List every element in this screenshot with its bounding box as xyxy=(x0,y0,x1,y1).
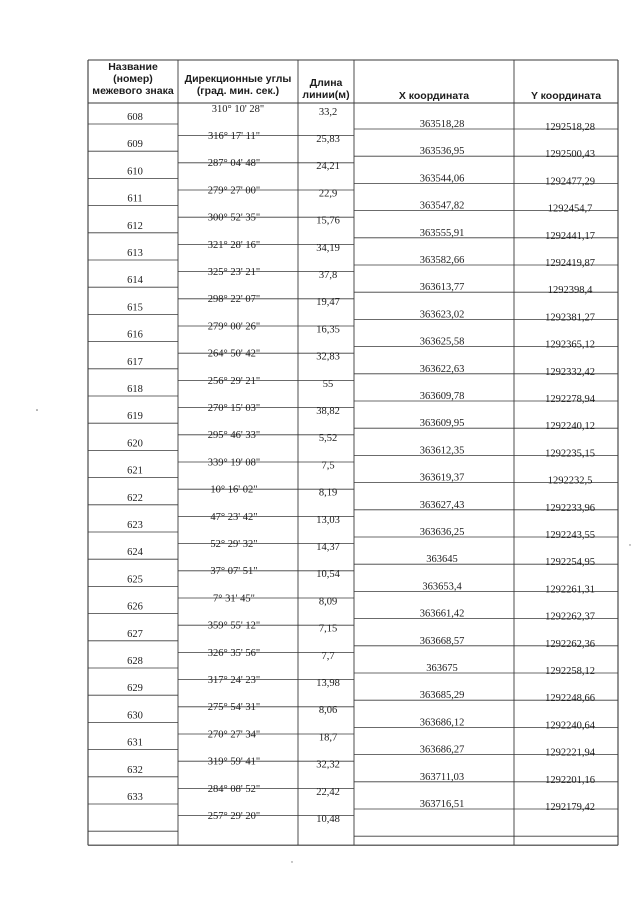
x-coordinate-cell: 363716,51 xyxy=(419,799,465,810)
line-length-cell: 22,9 xyxy=(318,188,338,200)
mark-name-cell: 629 xyxy=(127,683,143,695)
header-y-coordinate: Y координата xyxy=(530,90,602,102)
x-coordinate-cell: 363612,35 xyxy=(419,445,465,457)
line-length-cell: 55 xyxy=(322,378,334,390)
x-coordinate-cell: 363636,25 xyxy=(419,527,465,538)
line-length-cell: 22,42 xyxy=(316,786,340,798)
x-coordinate-cell: 363668,57 xyxy=(419,635,465,647)
y-coordinate-cell: 1292248,66 xyxy=(545,693,595,705)
direction-angle-cell: 359° 55' 12" xyxy=(207,620,261,632)
x-coordinate-cell: 363536,95 xyxy=(419,146,465,158)
y-coordinate-cell: 1292332,42 xyxy=(545,366,595,378)
y-coordinate-cell: 1292518,28 xyxy=(545,122,595,133)
mark-name-cell: 608 xyxy=(127,112,143,123)
mark-name-cell: 633 xyxy=(127,792,143,803)
mark-name-cell: 620 xyxy=(127,438,143,450)
x-coordinate-cell: 363625,58 xyxy=(419,336,465,348)
y-coordinate-cell: 1292441,17 xyxy=(545,230,595,242)
x-coordinate-cell: 363653,4 xyxy=(422,581,462,593)
scan-speck xyxy=(629,544,630,545)
y-coordinate-cell: 1292240,12 xyxy=(545,421,595,433)
scan-speck xyxy=(291,861,292,862)
header-x-coordinate: X координата xyxy=(398,90,470,102)
direction-angle-cell: 339° 19' 08" xyxy=(207,457,261,469)
header-name-line: Название xyxy=(108,61,158,73)
mark-name-cell: 610 xyxy=(127,166,143,178)
direction-angle-cell: 279° 00' 26" xyxy=(207,321,261,333)
y-coordinate-cell: 1292398,4 xyxy=(547,285,593,297)
mark-name-cell: 617 xyxy=(127,356,143,368)
line-length-cell: 32,32 xyxy=(316,759,340,771)
y-coordinate-cell: 1292454,7 xyxy=(547,203,593,215)
y-coordinate-cell: 1292243,55 xyxy=(545,530,595,541)
mark-name-cell: 626 xyxy=(127,601,143,613)
x-coordinate-cell: 363686,12 xyxy=(419,717,465,729)
direction-angle-cell: 310° 10' 28" xyxy=(211,104,265,115)
direction-angle-cell: 319° 59' 41" xyxy=(207,756,261,768)
direction-angle-cell: 300° 52' 35" xyxy=(207,212,261,224)
line-length-cell: 32,83 xyxy=(316,351,340,363)
y-coordinate-cell: 1292201,16 xyxy=(545,774,595,786)
direction-angle-cell: 270° 15' 03" xyxy=(207,403,261,414)
direction-angle-cell: 256° 29' 21" xyxy=(207,375,261,387)
direction-angle-cell: 321° 28' 16" xyxy=(207,239,261,251)
mark-name-cell: 615 xyxy=(127,302,143,314)
x-coordinate-cell: 363627,43 xyxy=(419,499,465,511)
direction-angle-cell: 287° 04' 48" xyxy=(207,158,261,170)
x-coordinate-cell: 363619,37 xyxy=(419,472,465,484)
line-length-cell: 24,21 xyxy=(316,161,340,173)
direction-angle-cell: 257° 29' 20" xyxy=(207,811,261,822)
line-length-cell: 37,8 xyxy=(318,270,338,281)
line-length-cell: 5,52 xyxy=(318,433,338,445)
x-coordinate-cell: 363623,02 xyxy=(419,309,465,321)
mark-name-cell: 621 xyxy=(127,465,143,477)
x-coordinate-cell: 363685,29 xyxy=(419,690,465,702)
header-length-line: линии(м) xyxy=(302,89,350,101)
y-coordinate-cell: 1292261,31 xyxy=(545,584,595,596)
x-coordinate-cell: 363622,63 xyxy=(419,363,465,375)
x-coordinate-cell: 363544,06 xyxy=(419,173,465,185)
x-coordinate-cell: 363661,42 xyxy=(419,608,465,620)
x-coordinate-cell: 363609,78 xyxy=(419,391,465,402)
mark-name-cell: 632 xyxy=(127,764,143,776)
line-length-cell: 16,35 xyxy=(316,324,340,336)
direction-angle-cell: 284° 08' 52" xyxy=(207,783,261,795)
x-coordinate-cell: 363675 xyxy=(426,663,458,674)
header-name-line: (номер) xyxy=(113,73,153,85)
mark-name-cell: 631 xyxy=(127,737,143,749)
x-coordinate-cell: 363645 xyxy=(426,554,458,566)
direction-angle-cell: 264° 50' 42" xyxy=(207,348,261,360)
direction-angle-cell: 316° 17' 11" xyxy=(208,131,260,142)
x-coordinate-cell: 363686,27 xyxy=(419,744,465,756)
direction-angle-cell: 7° 31' 45" xyxy=(213,593,255,605)
mark-name-cell: 619 xyxy=(127,411,143,423)
y-coordinate-cell: 1292365,12 xyxy=(545,339,595,351)
direction-angle-cell: 325° 23' 21" xyxy=(207,267,261,278)
y-coordinate-cell: 1292262,37 xyxy=(545,611,595,623)
y-coordinate-cell: 1292233,96 xyxy=(545,502,595,514)
line-length-cell: 14,37 xyxy=(316,542,340,553)
y-coordinate-cell: 1292235,15 xyxy=(545,448,595,460)
header-name-line: межевого знака xyxy=(92,85,174,97)
mark-name-cell: 616 xyxy=(127,329,143,341)
x-coordinate-cell: 363609,95 xyxy=(419,418,465,430)
x-coordinate-cell: 363582,66 xyxy=(419,255,465,266)
mark-name-cell: 625 xyxy=(127,574,143,586)
x-coordinate-cell: 363547,82 xyxy=(419,200,465,212)
direction-angle-cell: 10° 16' 02" xyxy=(210,484,258,496)
direction-angle-cell: 298° 22' 07" xyxy=(207,294,261,306)
header-angle-line: Дирекционные углы xyxy=(184,73,292,85)
line-length-cell: 38,82 xyxy=(316,406,340,417)
line-length-cell: 10,48 xyxy=(316,814,340,825)
y-coordinate-cell: 1292179,42 xyxy=(545,802,595,813)
mark-name-cell: 618 xyxy=(127,384,143,395)
x-coordinate-cell: 363518,28 xyxy=(419,119,465,130)
mark-name-cell: 614 xyxy=(127,275,143,287)
header-length-line: Длина xyxy=(309,77,343,89)
line-length-cell: 7,7 xyxy=(321,650,335,662)
mark-name-cell: 622 xyxy=(127,492,143,504)
y-coordinate-cell: 1292232,5 xyxy=(547,475,593,487)
line-length-cell: 13,98 xyxy=(316,678,340,689)
direction-angle-cell: 279° 27' 00" xyxy=(207,185,261,197)
line-length-cell: 7,15 xyxy=(318,623,338,635)
line-length-cell: 15,76 xyxy=(316,215,340,227)
x-coordinate-cell: 363711,03 xyxy=(419,771,465,783)
line-length-cell: 33,2 xyxy=(318,107,338,118)
mark-name-cell: 612 xyxy=(127,220,143,232)
header-angle-line: (град. мин. сек.) xyxy=(196,85,280,97)
y-coordinate-cell: 1292381,27 xyxy=(545,312,595,324)
line-length-cell: 10,54 xyxy=(316,569,340,581)
line-length-cell: 8,19 xyxy=(318,487,338,499)
mark-name-cell: 624 xyxy=(127,547,143,559)
line-length-cell: 7,5 xyxy=(321,460,335,472)
mark-name-cell: 611 xyxy=(127,193,143,205)
x-coordinate-cell: 363613,77 xyxy=(419,282,465,294)
y-coordinate-cell: 1292500,43 xyxy=(545,149,595,161)
line-length-cell: 19,47 xyxy=(316,297,340,309)
line-length-cell: 34,19 xyxy=(316,242,340,254)
direction-angle-cell: 47° 23' 42" xyxy=(210,511,258,523)
line-length-cell: 8,06 xyxy=(318,705,338,717)
direction-angle-cell: 326° 35' 56" xyxy=(207,647,261,659)
mark-name-cell: 613 xyxy=(127,248,143,259)
line-length-cell: 8,09 xyxy=(318,596,338,608)
y-coordinate-cell: 1292258,12 xyxy=(545,666,595,677)
scan-speck xyxy=(36,409,38,411)
y-coordinate-cell: 1292221,94 xyxy=(545,747,595,759)
line-length-cell: 18,7 xyxy=(318,732,338,744)
direction-angle-cell: 317° 24' 23" xyxy=(207,675,261,686)
y-coordinate-cell: 1292240,64 xyxy=(545,720,595,732)
mark-name-cell: 623 xyxy=(127,520,143,531)
mark-name-cell: 630 xyxy=(127,710,143,722)
line-length-cell: 13,03 xyxy=(316,514,340,526)
x-coordinate-cell: 363555,91 xyxy=(419,227,465,239)
y-coordinate-cell: 1292419,87 xyxy=(545,258,595,269)
mark-name-cell: 609 xyxy=(127,139,143,151)
mark-name-cell: 628 xyxy=(127,656,143,667)
y-coordinate-cell: 1292477,29 xyxy=(545,176,595,188)
direction-angle-cell: 270° 27' 34" xyxy=(207,729,261,741)
direction-angle-cell: 275° 54' 31" xyxy=(207,702,261,714)
direction-angle-cell: 52° 29' 32" xyxy=(210,539,258,550)
y-coordinate-cell: 1292262,36 xyxy=(545,638,595,650)
y-coordinate-cell: 1292278,94 xyxy=(545,394,595,405)
mark-name-cell: 627 xyxy=(127,628,143,640)
direction-angle-cell: 37° 07' 51" xyxy=(210,566,258,578)
y-coordinate-cell: 1292254,95 xyxy=(545,557,595,569)
line-length-cell: 25,83 xyxy=(316,134,340,145)
direction-angle-cell: 295° 46' 33" xyxy=(207,430,261,442)
